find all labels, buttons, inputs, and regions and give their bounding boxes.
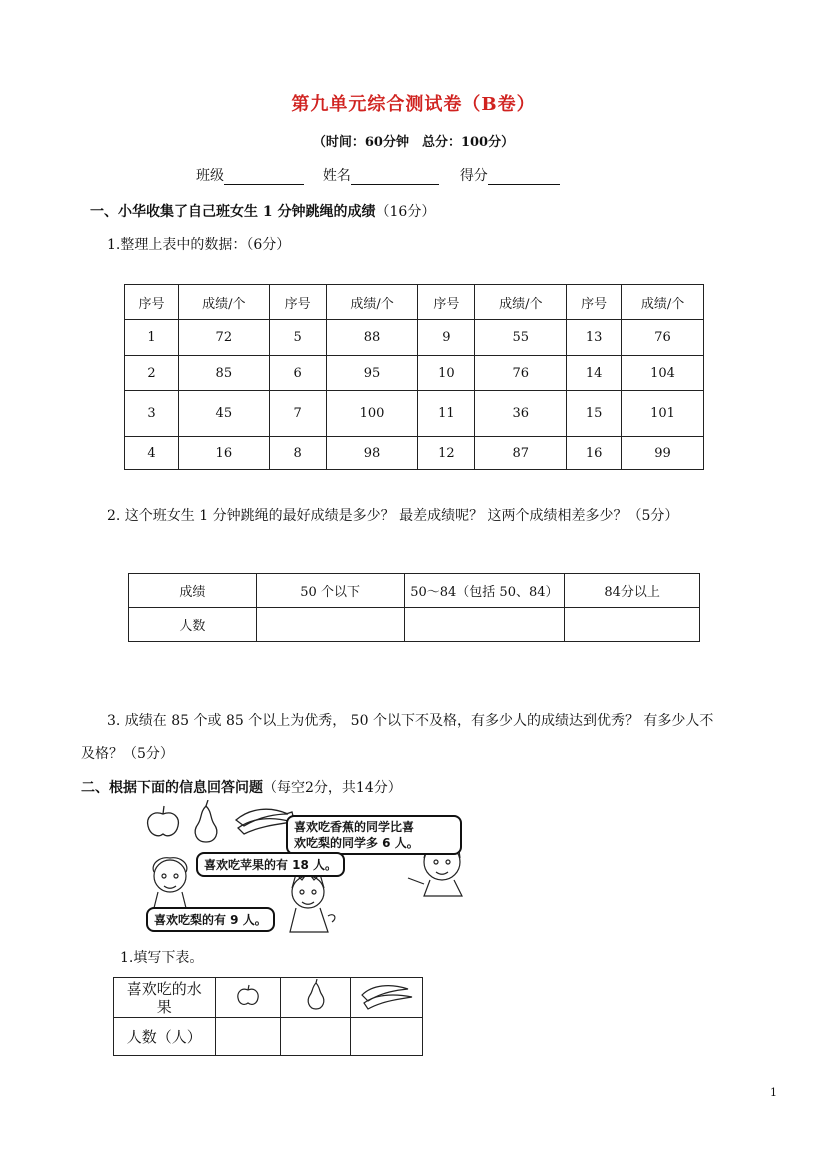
table-cell: 6 — [269, 356, 326, 391]
section1-heading: 一、小华收集了自己班女生 1 分钟跳绳的成绩（16分） — [90, 204, 436, 220]
girl-icon — [153, 858, 187, 908]
question-2-1: 1.填写下表。 — [120, 950, 204, 966]
score-blank[interactable] — [488, 168, 560, 185]
table-cell: 16 — [567, 437, 622, 470]
pear-icon — [302, 979, 330, 1013]
table-cell: 85 — [178, 356, 269, 391]
table-cell: 98 — [326, 437, 418, 470]
table-header-cell: 成绩/个 — [622, 285, 704, 320]
table-header-cell: 成绩 — [129, 574, 257, 608]
table-cell: 45 — [178, 391, 269, 437]
table-cell: 99 — [622, 437, 704, 470]
question-1-3-line1: 3. 成绩在 85 个或 85 个以上为优秀， 50 个以下不及格，有多少人的成绩达到优秀？ 有多少人不 — [107, 713, 714, 729]
student-info-line — [196, 165, 560, 185]
question-1-3-line2: 及格？（5分） — [81, 746, 174, 762]
question-1-2: 2. 这个班女生 1 分钟跳绳的最好成绩是多少？ 最差成绩呢？ 这两个成绩相差多少？（5分） — [107, 508, 679, 524]
table-cell: 87 — [475, 437, 567, 470]
answer-cell[interactable] — [256, 608, 404, 642]
table-cell: 1 — [125, 320, 179, 356]
name-blank[interactable] — [351, 168, 439, 185]
table-cell: 13 — [567, 320, 622, 356]
speech-bubble-apple: 喜欢吃苹果的有 18 人。 — [196, 852, 345, 877]
table-cell: 101 — [622, 391, 704, 437]
table-cell: 76 — [475, 356, 567, 391]
class-label: 班级 — [196, 168, 224, 184]
table-cell: 4 — [125, 437, 179, 470]
question-1-1: 1.整理上表中的数据：（6分） — [107, 237, 291, 253]
banana-icon — [358, 981, 416, 1011]
table-cell: 12 — [418, 437, 475, 470]
table-row-label: 人数 — [129, 608, 257, 642]
answer-cell[interactable] — [404, 608, 565, 642]
table-header-cell: 50 个以下 — [256, 574, 404, 608]
class-blank[interactable] — [224, 168, 304, 185]
page-title: 第九单元综合测试卷（B卷） — [291, 94, 536, 115]
table-cell: 11 — [418, 391, 475, 437]
table-header-cell — [215, 978, 281, 1018]
table-header-cell: 喜欢吃的水 果 — [114, 978, 216, 1018]
table-row — [114, 1018, 423, 1056]
answer-cell[interactable] — [281, 1018, 351, 1056]
table-row — [125, 356, 704, 391]
table-header-row — [129, 574, 700, 608]
table-cell: 95 — [326, 356, 418, 391]
table-header-cell: 序号 — [567, 285, 622, 320]
answer-cell[interactable] — [351, 1018, 423, 1056]
section1-points: （16分） — [375, 204, 436, 220]
table-header-row — [125, 285, 704, 320]
speech-bubble-banana: 喜欢吃香蕉的同学比喜 欢吃梨的同学多 6 人。 — [286, 815, 462, 855]
table-header-cell: 序号 — [269, 285, 326, 320]
pear-icon — [195, 800, 217, 842]
table-cell: 100 — [326, 391, 418, 437]
table-header-cell: 序号 — [418, 285, 475, 320]
speech-bubble-pear: 喜欢吃梨的有 9 人。 — [146, 907, 275, 932]
table-cell: 36 — [475, 391, 567, 437]
table-cell: 55 — [475, 320, 567, 356]
table-cell: 14 — [567, 356, 622, 391]
table-header-cell — [351, 978, 423, 1018]
table-cell: 15 — [567, 391, 622, 437]
table-row — [129, 608, 700, 642]
score-label: 得分 — [459, 168, 488, 184]
section2-heading: 二、根据下面的信息回答问题（每空2分，共14分） — [81, 780, 402, 796]
score-range-table — [128, 573, 700, 642]
table-header-cell: 84分以上 — [565, 574, 700, 608]
table-cell: 3 — [125, 391, 179, 437]
fruit-count-table — [113, 977, 423, 1056]
apple-icon — [234, 982, 262, 1010]
score-data-table — [124, 284, 704, 470]
table-cell: 8 — [269, 437, 326, 470]
table-header-cell: 序号 — [125, 285, 179, 320]
table-row — [125, 437, 704, 470]
name-label: 姓名 — [322, 168, 351, 184]
table-cell: 2 — [125, 356, 179, 391]
answer-cell[interactable] — [215, 1018, 281, 1056]
table-cell: 72 — [178, 320, 269, 356]
answer-cell[interactable] — [565, 608, 700, 642]
table-row — [125, 391, 704, 437]
boy-icon — [290, 872, 335, 932]
apple-icon — [148, 806, 179, 836]
exam-info: （时间：60分钟 总分：100分） — [312, 135, 515, 150]
table-cell: 5 — [269, 320, 326, 356]
table-header-row — [114, 978, 423, 1018]
section2-points: （每空2分，共14分） — [263, 780, 402, 796]
page-number: 1 — [770, 1086, 777, 1099]
table-header-cell: 成绩/个 — [326, 285, 418, 320]
table-cell: 104 — [622, 356, 704, 391]
table-row — [125, 320, 704, 356]
table-cell: 16 — [178, 437, 269, 470]
table-header-cell: 成绩/个 — [178, 285, 269, 320]
table-header-cell: 50～84（包括 50、84） — [404, 574, 565, 608]
table-row-label: 人数（人） — [114, 1018, 216, 1056]
table-cell: 10 — [418, 356, 475, 391]
table-cell: 9 — [418, 320, 475, 356]
table-header-cell — [281, 978, 351, 1018]
table-cell: 76 — [622, 320, 704, 356]
table-cell: 7 — [269, 391, 326, 437]
table-cell: 88 — [326, 320, 418, 356]
table-header-cell: 成绩/个 — [475, 285, 567, 320]
